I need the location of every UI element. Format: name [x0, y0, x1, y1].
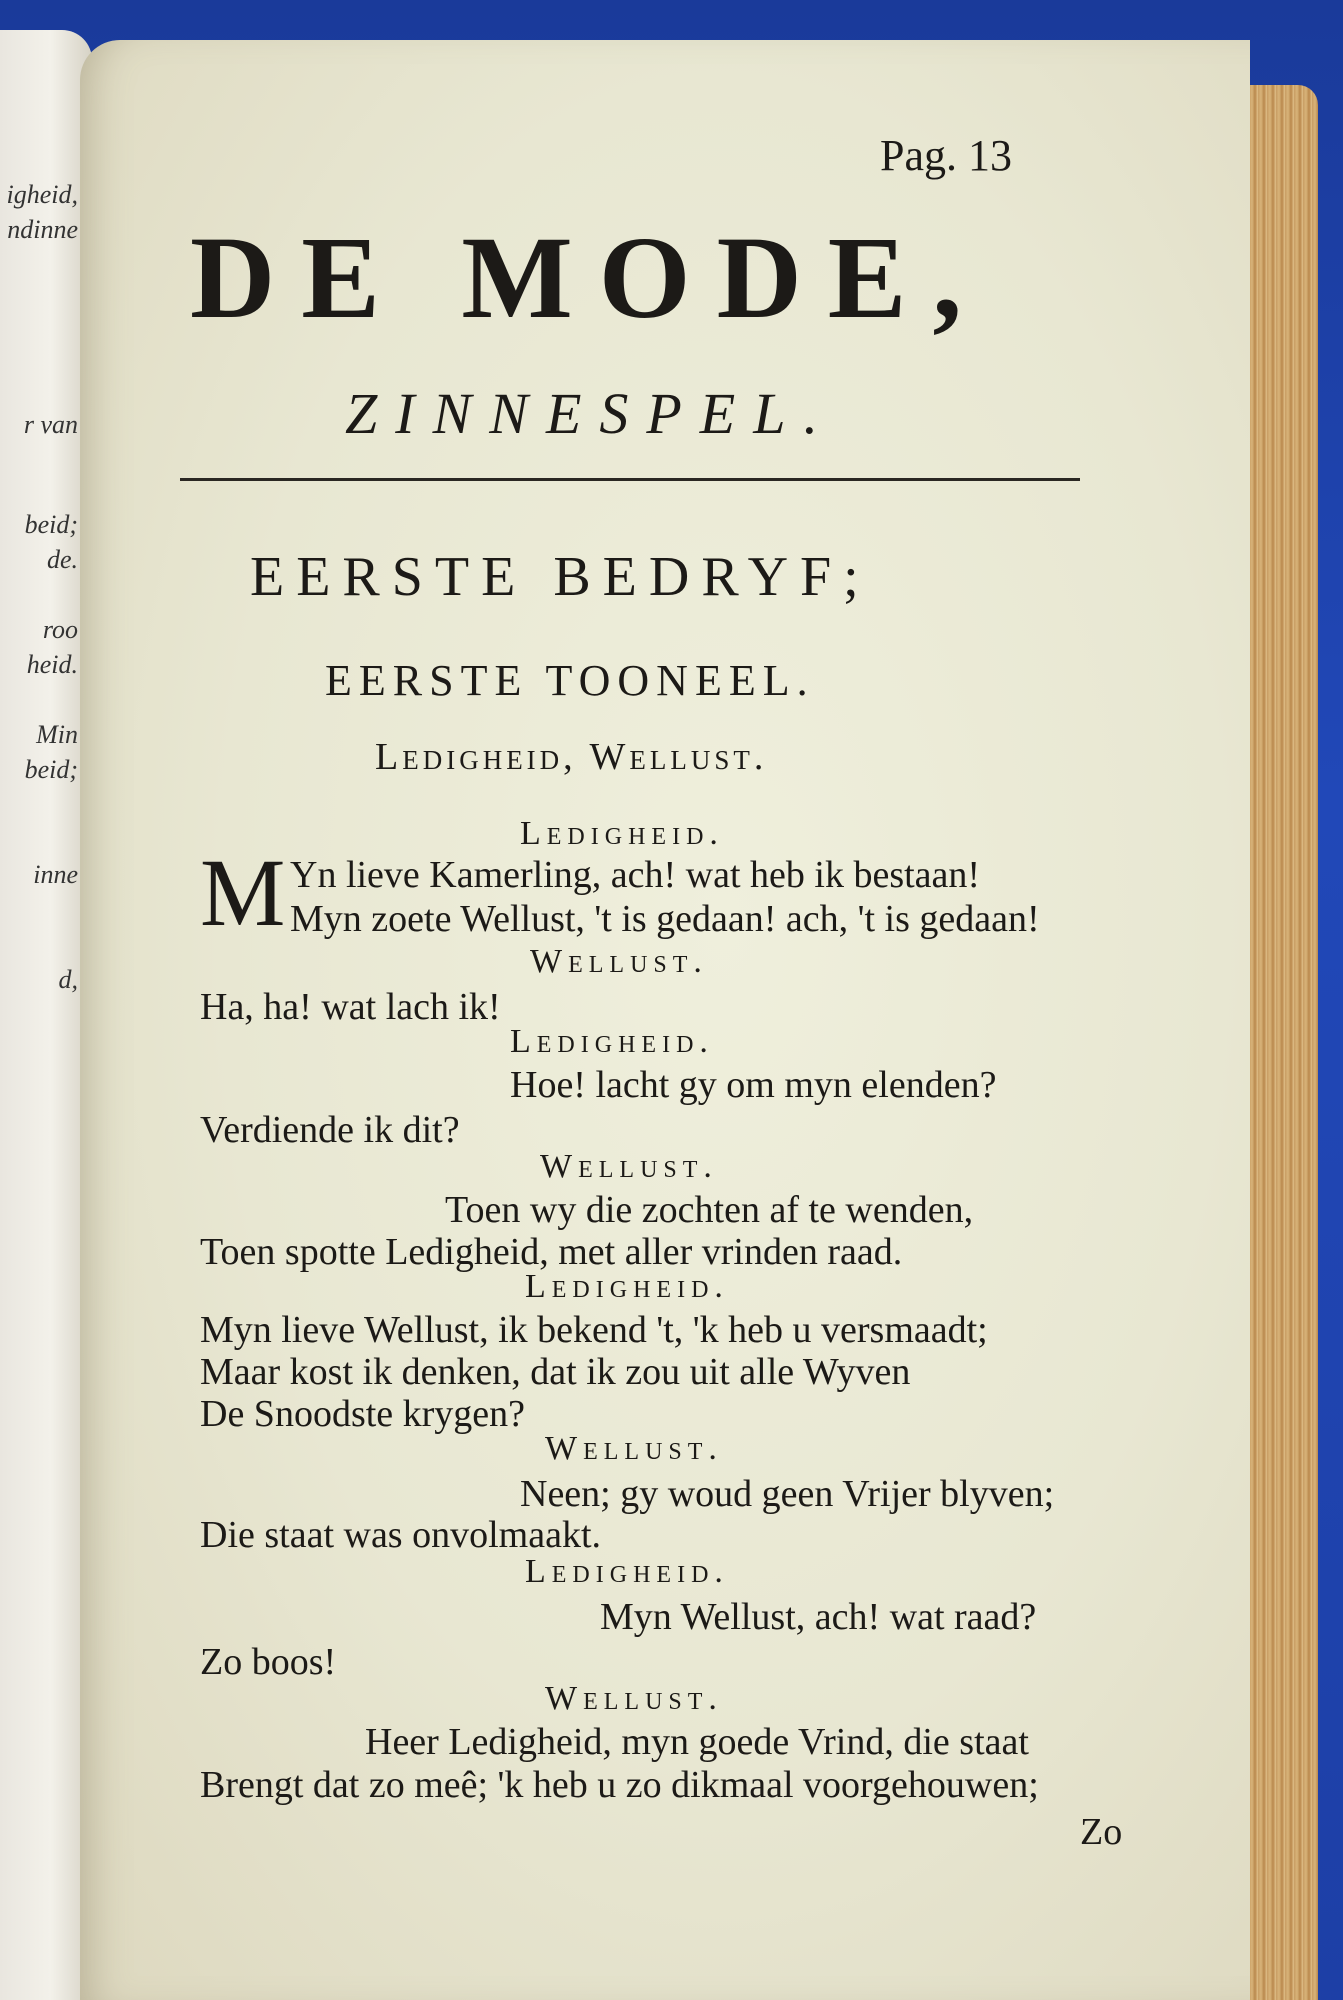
- dialogue-line: Yn lieve Kamerling, ach! wat heb ik bestaan!: [290, 854, 981, 896]
- characters-list: Ledigheid, Wellust.: [375, 736, 768, 778]
- previous-page-fragment: de.: [46, 545, 78, 574]
- dialogue-line: Heer Ledigheid, myn goede Vrind, die staat: [365, 1721, 1029, 1763]
- dialogue-line: Verdiende ik dit?: [200, 1109, 460, 1151]
- act-heading: EERSTE BEDRYF;: [250, 546, 871, 608]
- dialogue-line: Toen spotte Ledigheid, met aller vrinden raad.: [200, 1231, 903, 1273]
- drop-cap: M: [200, 839, 286, 946]
- previous-page-fragment: Min: [36, 720, 78, 749]
- dialogue-line: Maar kost ik denken, dat ik zou uit alle Wyven: [200, 1351, 911, 1393]
- dialogue-line: Zo boos!: [200, 1641, 337, 1683]
- previous-page-edge: [0, 30, 92, 2000]
- speaker-label: Wellust.: [530, 943, 708, 980]
- speaker-label: Wellust.: [545, 1430, 723, 1467]
- scene-heading: EERSTE TOONEEL.: [325, 656, 815, 705]
- speaker-label: Wellust.: [540, 1148, 718, 1185]
- dialogue-line: Ha, ha! wat lach ik!: [200, 986, 501, 1028]
- page-block-edge: [1240, 85, 1318, 2000]
- speaker-label: Ledigheid.: [510, 1023, 714, 1060]
- previous-page-fragment: roo: [42, 615, 78, 644]
- page-subtitle: ZINNESPEL.: [345, 381, 836, 446]
- dialogue-line: Brengt dat zo meê; 'k heb u zo dikmaal voorgehouwen;: [200, 1764, 1039, 1806]
- previous-page-fragment: d,: [58, 965, 78, 994]
- dialogue-line: Toen wy die zochten af te wenden,: [445, 1189, 974, 1231]
- title-divider: [180, 478, 1080, 481]
- dialogue-line: Myn lieve Wellust, ik bekend 't, 'k heb u versmaadt;: [200, 1309, 988, 1351]
- previous-page-fragment: beid;: [24, 755, 78, 784]
- previous-page-fragment: ndinne: [7, 215, 78, 244]
- speaker-label: Wellust.: [545, 1680, 723, 1717]
- page-number: Pag. 13: [880, 131, 1012, 180]
- previous-page-fragment: r van: [23, 410, 78, 439]
- dialogue-line: Myn Wellust, ach! wat raad?: [600, 1596, 1037, 1638]
- dialogue-line: Neen; gy woud geen Vrijer blyven;: [520, 1473, 1055, 1515]
- speaker-label: Ledigheid.: [525, 1553, 729, 1590]
- dialogue-line: De Snoodste krygen?: [200, 1393, 526, 1435]
- page-title: DE MODE,: [190, 212, 988, 343]
- previous-page-fragment: inne: [33, 860, 78, 889]
- speaker-label: Ledigheid.: [525, 1268, 729, 1305]
- dialogue-line: Die staat was onvolmaakt.: [200, 1514, 602, 1556]
- dialogue-line: Myn zoete Wellust, 't is gedaan! ach, 't is gedaan!: [290, 898, 1040, 940]
- speaker-label: Ledigheid.: [520, 815, 724, 852]
- dialogue-line: Hoe! lacht gy om myn elenden?: [510, 1064, 997, 1106]
- previous-page-fragment: beid;: [24, 510, 78, 539]
- previous-page-fragment: igheid,: [6, 180, 78, 209]
- previous-page-fragment: heid.: [26, 650, 78, 679]
- catchword: Zo: [1080, 1811, 1123, 1853]
